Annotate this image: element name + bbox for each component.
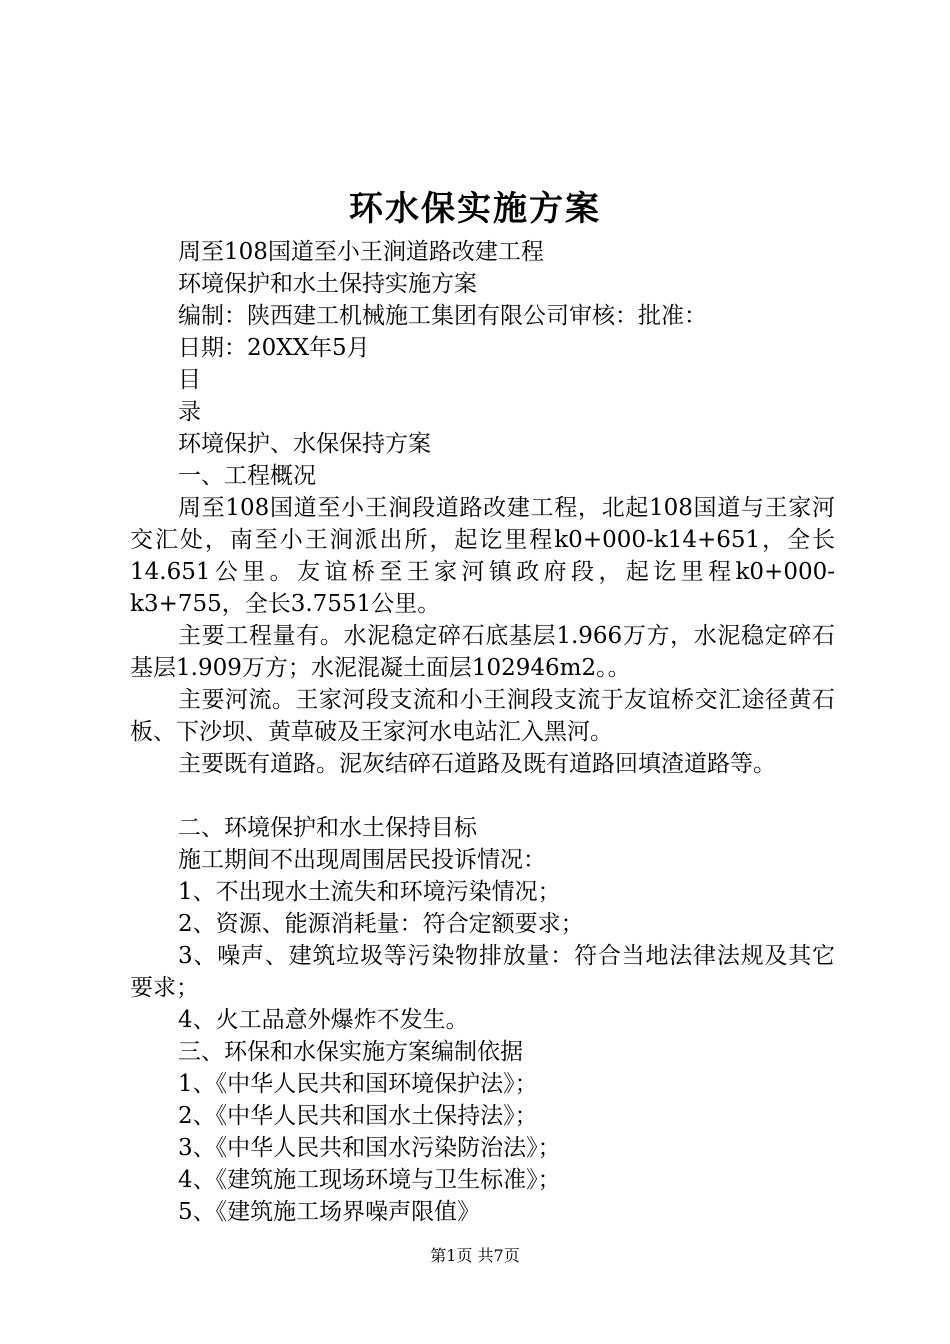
- section3-item: 3、《中华人民共和国水污染防治法》；: [178, 1135, 561, 1161]
- rivers-paragraph: 主要河流。王家河段支流和小王涧段支流于友谊桥交汇途径黄石板、下沙坝、黄草破及王家河水电站汇入黑河。: [130, 687, 835, 745]
- roads-paragraph: 主要既有道路。泥灰结碎石道路及既有道路回填渣道路等。: [178, 751, 776, 777]
- section3-item: 2、《中华人民共和国水土保持法》；: [178, 1103, 538, 1129]
- section3-item: 5、《建筑施工场界噪声限值》: [178, 1199, 481, 1225]
- project-name-line: 周至108国道至小王涧道路改建工程: [178, 239, 544, 265]
- section3-heading: 三、环保和水保实施方案编制依据: [178, 1039, 523, 1065]
- document-title: 环水保实施方案: [349, 189, 601, 229]
- section3-item: 4、《建筑施工现场环境与卫生标准》；: [178, 1167, 561, 1193]
- overview-paragraph: 周至108国道至小王涧段道路改建工程，北起108国道与王家河交汇处，南至小王涧派出所，起讫里程k0+000-k14+651，全长14.651公里。友谊桥至王家河镇政府段，起讫里程k0+000-k3+755，全长3.7551公里。: [130, 495, 835, 617]
- section2-item: 3、噪声、建筑垃圾等污染物排放量：符合当地法律法规及其它要求；: [130, 943, 835, 1001]
- page-footer: 第1页 共7页: [430, 1246, 520, 1265]
- toc-mu: 目: [178, 367, 201, 393]
- compiler-line: 编制：陕西建工机械施工集团有限公司审核：批准：: [178, 303, 707, 329]
- section1-heading: 一、工程概况: [178, 463, 316, 489]
- quantities-paragraph: 主要工程量有。水泥稳定碎石底基层1.966万方，水泥稳定碎石基层1.909万方；水泥混凝土面层102946m2。。: [130, 623, 835, 681]
- toc-lu: 录: [178, 399, 201, 425]
- plan-name-line: 环境保护和水土保持实施方案: [178, 271, 477, 297]
- section3-item: 1、《中华人民共和国环境保护法》；: [178, 1071, 538, 1097]
- plan-subtitle: 环境保护、水保保持方案: [178, 431, 431, 457]
- section2-heading: 二、环境保护和水土保持目标: [178, 815, 477, 841]
- document-body: [130, 236, 835, 1228]
- section2-intro: 施工期间不出现周围居民投诉情况：: [178, 847, 546, 873]
- section2-item: 2、资源、能源消耗量：符合定额要求；: [178, 911, 584, 937]
- section2-item: 4、火工品意外爆炸不发生。: [178, 1007, 469, 1033]
- section2-item: 1、不出现水土流失和环境污染情况；: [178, 879, 561, 905]
- date-line: 日期：20XX年5月: [178, 335, 370, 361]
- blank-line: [130, 780, 835, 812]
